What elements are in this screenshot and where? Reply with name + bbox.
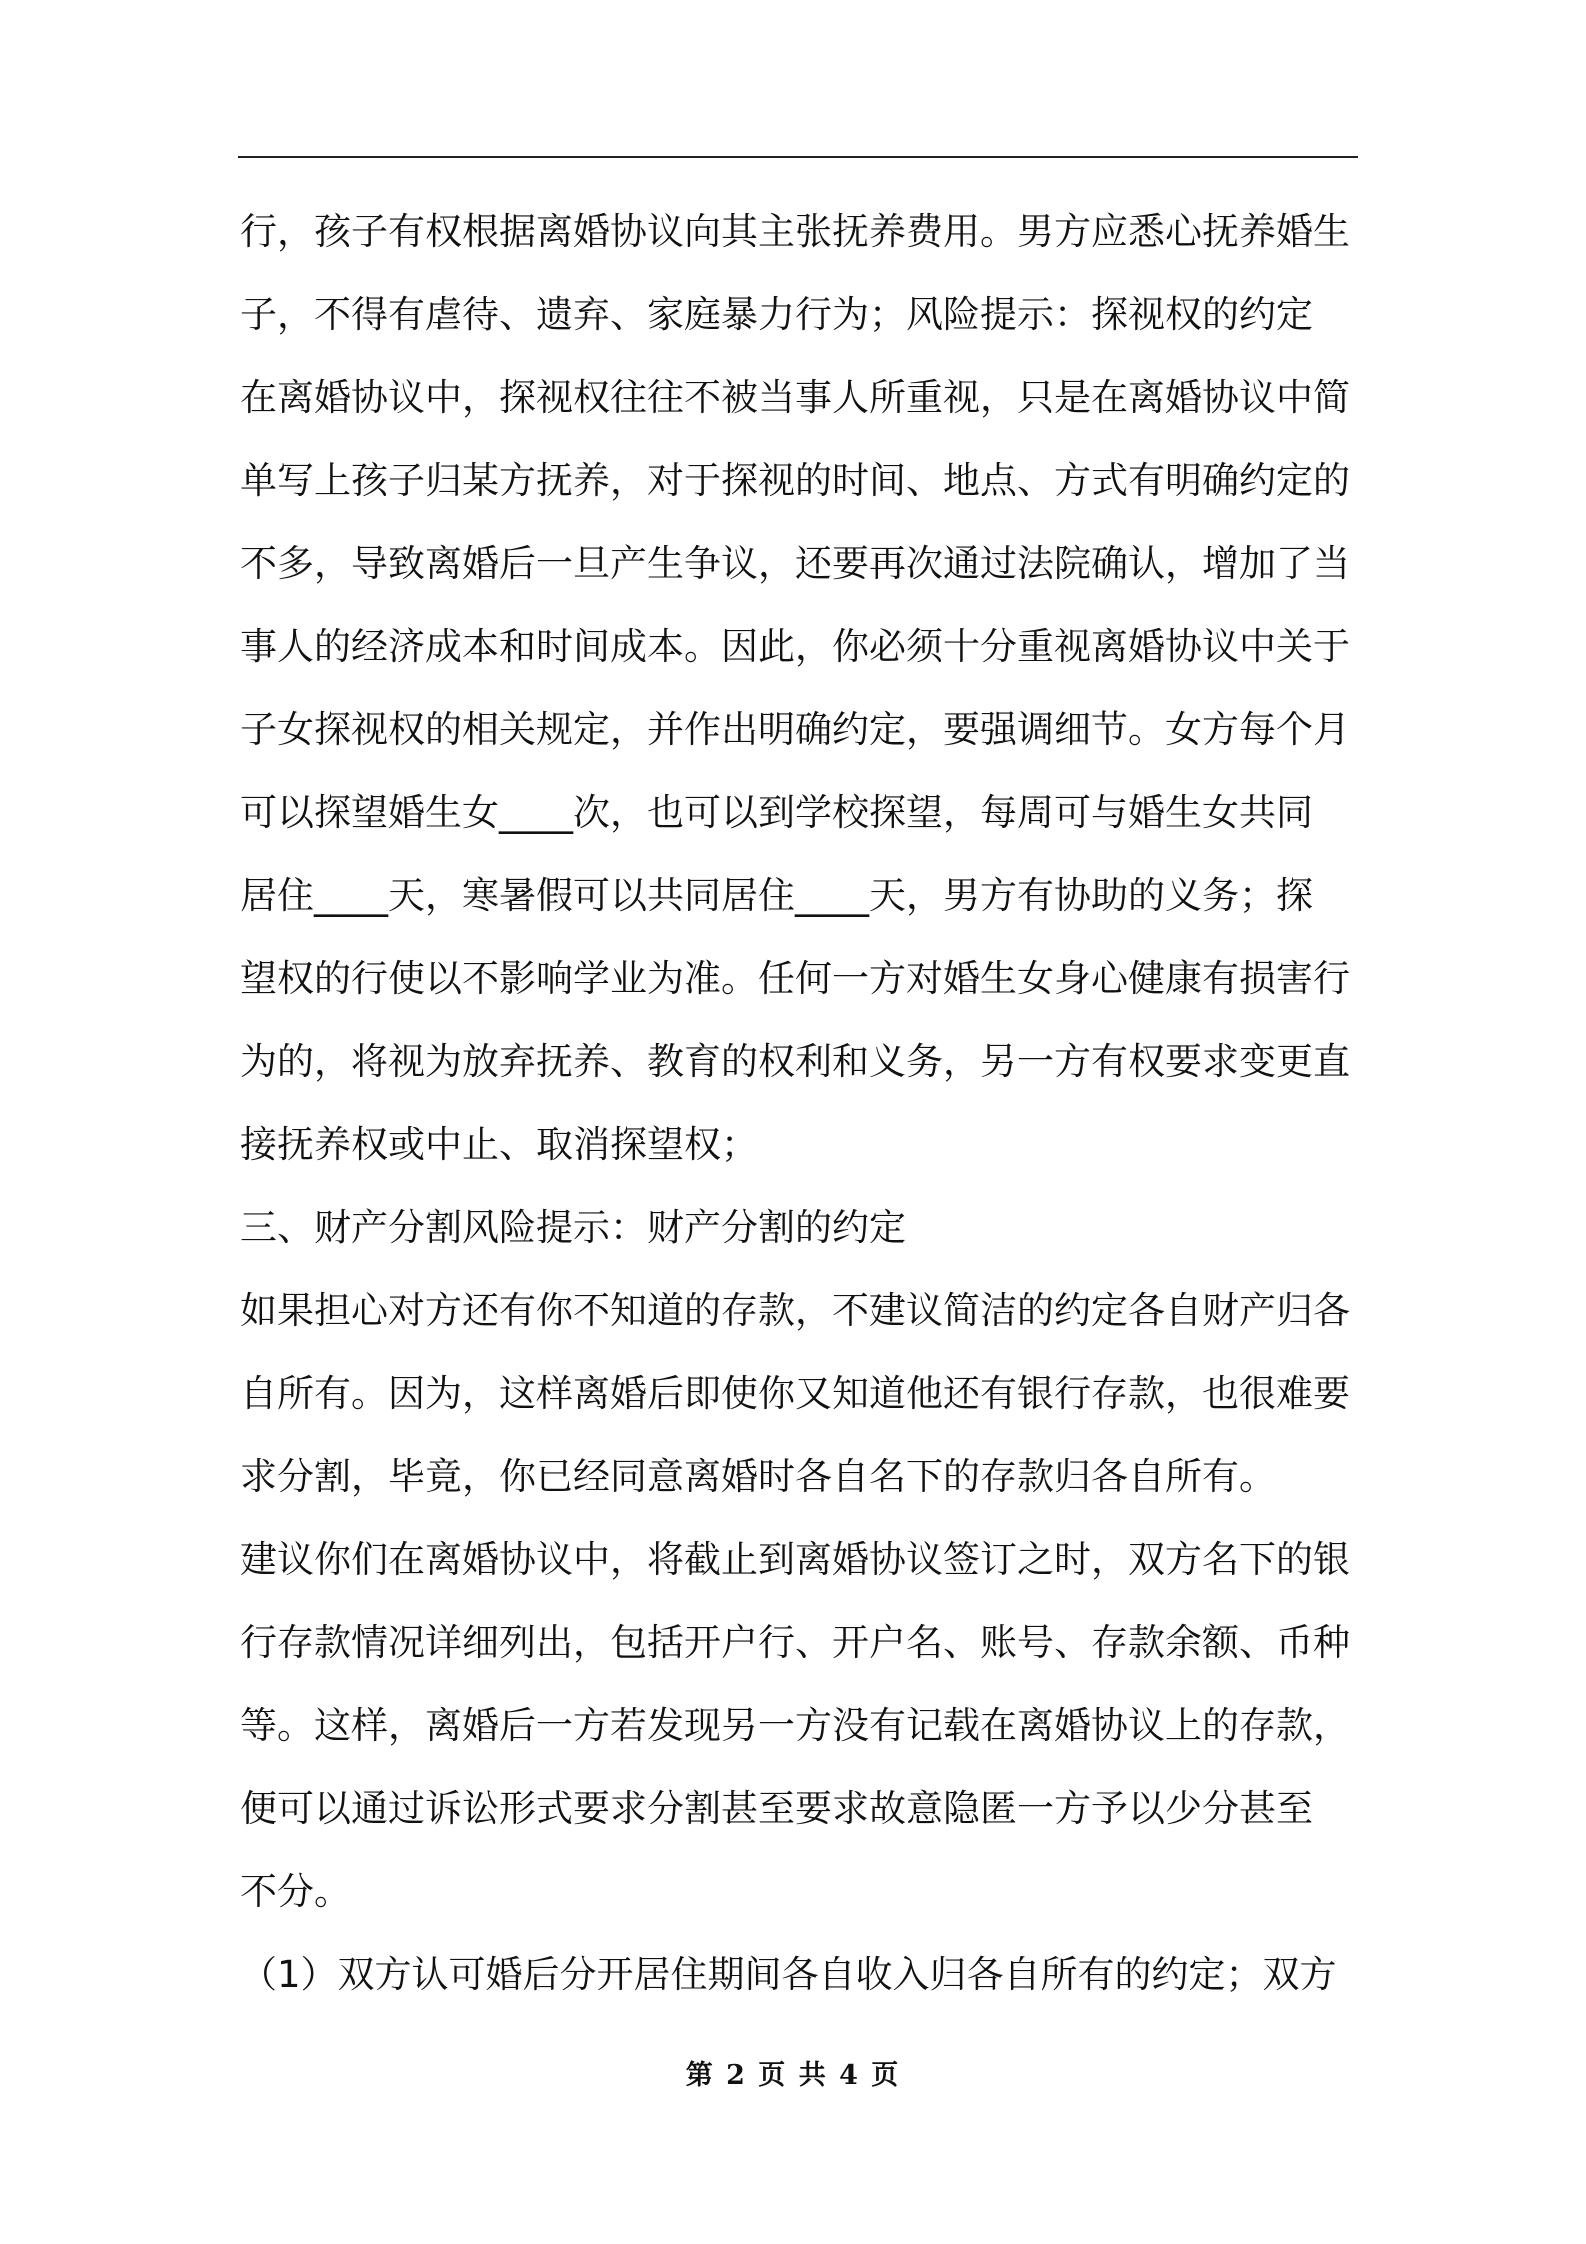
text-line: 如果担心对方还有你不知道的存款，不建议简洁的约定各自财产归各 <box>240 1289 1350 1332</box>
text-line: 便可以通过诉讼形式要求分割甚至要求故意隐匿一方予以少分甚至 <box>240 1787 1313 1830</box>
text-line: 接抚养权或中止、取消探望权； <box>240 1123 758 1166</box>
text-line: 在离婚协议中，探视权往往不被当事人所重视，只是在离婚协议中简 <box>240 376 1350 419</box>
page-number: 第 2 页 共 4 页 <box>685 2060 901 2091</box>
text-line: 事人的经济成本和时间成本。因此，你必须十分重视离婚协议中关于 <box>240 625 1350 668</box>
document-body <box>240 190 1360 2016</box>
text-line: 自所有。因为，这样离婚后即使你又知道他还有银行存款，也很难要 <box>240 1372 1350 1415</box>
header-rule <box>238 156 1358 158</box>
section-heading: 三、财产分割风险提示：财产分割的约定 <box>240 1206 906 1249</box>
text-line: （1）双方认可婚后分开居住期间各自收入归各自所有的约定；双方 <box>240 1953 1337 1996</box>
text-line: 行存款情况详细列出，包括开户行、开户名、账号、存款余额、币种 <box>240 1621 1350 1664</box>
text-line: 行，孩子有权根据离婚协议向其主张抚养费用。男方应悉心抚养婚生 <box>240 210 1350 253</box>
text-line: 单写上孩子归某方抚养，对于探视的时间、地点、方式有明确约定的 <box>240 459 1350 502</box>
text-line: 居住____天，寒暑假可以共同居住____天，男方有协助的义务；探 <box>240 874 1313 917</box>
text-line: 子女探视权的相关规定，并作出明确约定，要强调细节。女方每个月 <box>240 708 1350 751</box>
text-line: 建议你们在离婚协议中，将截止到离婚协议签订之时，双方名下的银 <box>240 1538 1350 1581</box>
text-line: 求分割，毕竟，你已经同意离婚时各自名下的存款归各自所有。 <box>240 1455 1276 1498</box>
text-line: 不分。 <box>240 1870 351 1913</box>
text-line: 可以探望婚生女____次，也可以到学校探望，每周可与婚生女共同 <box>240 791 1313 834</box>
text-line: 为的，将视为放弃抚养、教育的权利和义务，另一方有权要求变更直 <box>240 1040 1350 1083</box>
text-line: 望权的行使以不影响学业为准。任何一方对婚生女身心健康有损害行 <box>240 957 1350 1000</box>
text-line: 等。这样，离婚后一方若发现另一方没有记载在离婚协议上的存款， <box>240 1704 1350 1747</box>
text-line: 不多，导致离婚后一旦产生争议，还要再次通过法院确认，增加了当 <box>240 542 1350 585</box>
text-line: 子，不得有虐待、遗弃、家庭暴力行为；风险提示：探视权的约定 <box>240 293 1313 336</box>
